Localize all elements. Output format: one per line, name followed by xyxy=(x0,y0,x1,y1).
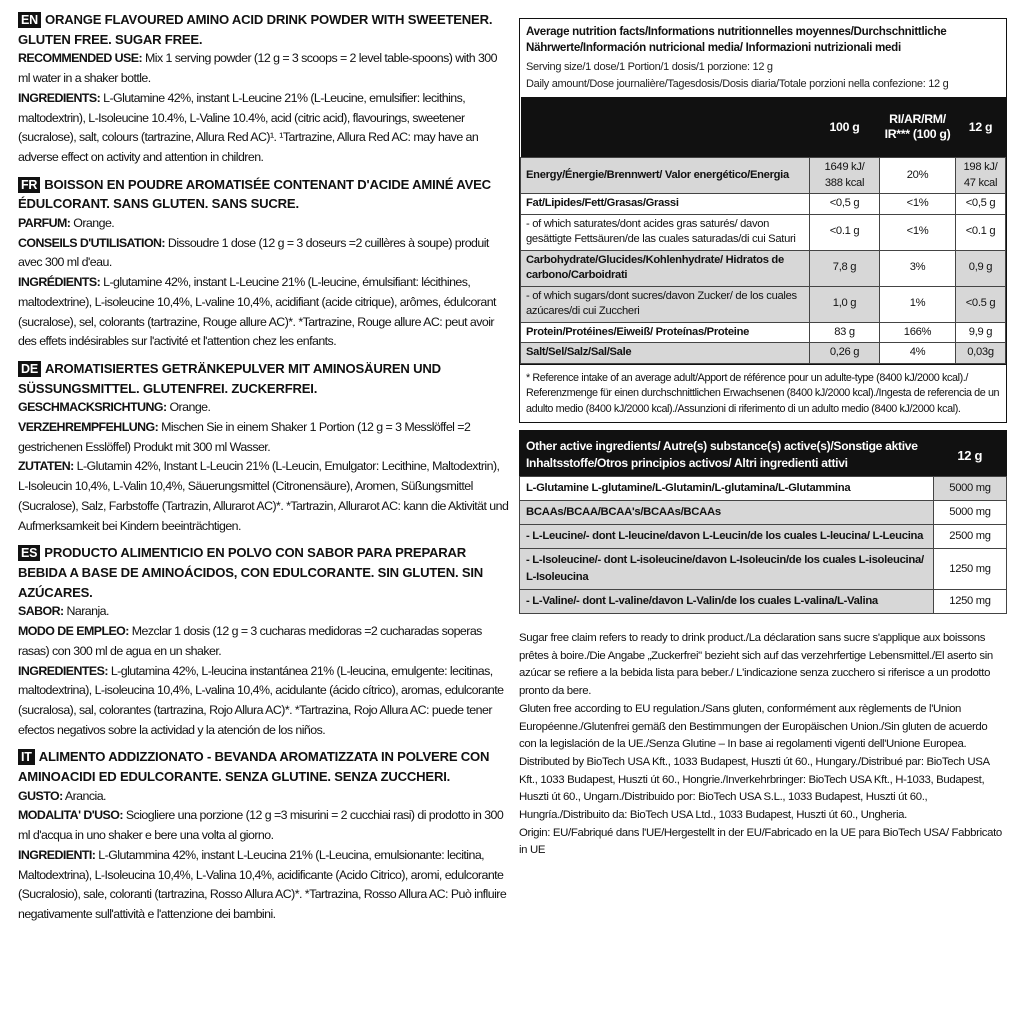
section-de xyxy=(18,359,510,536)
value-100g: 7,8 g xyxy=(810,250,880,286)
language-code-en: EN xyxy=(18,12,41,28)
nutrient-name: - of which sugars/dont sucres/davon Zucker/ de los cuales azúcares/di cui Zuccheri xyxy=(521,286,810,322)
other-active-ingredients-table xyxy=(519,430,1007,614)
sugar-free-claim: Sugar free claim refers to ready to drink product./La déclaration sans sucre s'applique aux boissons prêtes à boire./Die Angabe „Zuckerfrei" bezieht sich auf das verzehrfertige Lebensmittel./El aserto sin azúcar se refiere a la bebida lista para beber./ L'indicazione senza zucchero si riferisce a un prodotto pronto da bere. xyxy=(519,632,993,698)
value-ri: 4% xyxy=(880,343,956,364)
ingredient-amount: 5000 mg xyxy=(934,501,1007,525)
daily-amount: Daily amount/Dose journalière/Tagesdosis/Dosis diaria/Totale porzioni nella confezione: 12 g xyxy=(526,78,949,90)
section-es xyxy=(18,543,510,740)
ingredients-label-it: INGREDIENTI: xyxy=(18,847,96,862)
value-12g: <0,5 g xyxy=(956,194,1006,215)
other-ingredient-row xyxy=(520,590,1007,614)
language-code-es: ES xyxy=(18,545,40,561)
product-title-it: ALIMENTO ADDIZZIONATO - BEVANDA AROMATIZZATA IN POLVERE CON AMINOACIDI ED EDULCORANTE. SENZA GLUTINE. SENZA ZUCCHERI. xyxy=(18,749,490,785)
section-it xyxy=(18,747,510,924)
nutrition-row-fat xyxy=(521,194,1006,215)
nutrition-table xyxy=(520,97,1006,364)
value-100g: 0,26 g xyxy=(810,343,880,364)
value-100g: 1649 kJ/ 388 kcal xyxy=(810,158,880,194)
distributor-info: Distributed by BioTech USA Kft., 1033 Budapest, Huszti út 60., Hungary./Distribué par: BioTech USA Kft., 1033 Budapest, Huszti út 60., Hongrie./Inverkehrbringer: BioTech USA Kft., H-1033, Budapest, Huszti út 60., Ungarn./Distribuido por: BioTech USA S.L., 1033 Budapest, Huszti út 60., Hungría./Distribuito da: BioTech USA Ltd., 1033 Budapest, Huszti út 60., Ungheria. xyxy=(519,755,990,822)
product-title-fr: BOISSON EN POUDRE AROMATISÉE CONTENANT D'ACIDE AMINÉ AVEC ÉDULCORANT. SANS GLUTEN. SANS SUCRE. xyxy=(18,176,491,212)
nutrition-row-sugars xyxy=(521,286,1006,322)
flavor-label-it: GUSTO: xyxy=(18,788,63,803)
use-text-en: Mix 1 serving powder (12 g = 3 scoops = 2 level table-spoons) with 300 ml water in a shaker bottle. xyxy=(18,51,497,86)
use-text-fr: Dissoudre 1 dose (12 g = 3 doseurs =2 cuillères à soupe) produit avec 300 ml d'eau. xyxy=(18,235,489,270)
nutrition-facts-box xyxy=(519,18,1007,423)
nutrition-row-energy xyxy=(521,158,1006,194)
col-header-ri: RI/AR/RM/ IR*** (100 g) xyxy=(880,97,956,158)
ingredient-amount: 5000 mg xyxy=(934,477,1007,501)
use-label-it: MODALITA' D'USO: xyxy=(18,808,123,823)
value-ri: 166% xyxy=(880,322,956,343)
ingredients-label-en: INGREDIENTS: xyxy=(18,90,101,105)
use-text-de: Mischen Sie in einem Shaker 1 Portion (12 g = 3 Messlöffel =2 gestrichenen Esslöffel) Produkt mit 300 ml Wasser. xyxy=(18,420,471,454)
reference-intake-footnote: * Reference intake of an average adult/Apport de référence pour un adulte-type (8400 kJ/2000 kcal)./ Referenzmenge für einen durchschnittlichen Erwachsenen (8400 kJ/2000 kcal)./Ingesta de referencia de un adulto medio (8400 kJ/2000 kcal)./Assunzioni di riferimento di un adulto medio (8400 kJ/2000 kcal). xyxy=(520,364,1006,423)
nutrition-heading: Average nutrition facts/Informations nutritionnelles moyennes/Durchschnittliche Nährwerte/Información nutricional media/ Informazioni nutrizionali medi xyxy=(526,25,947,54)
ingredient-amount: 1250 mg xyxy=(934,590,1007,614)
ingredients-text-fr: L-glutamine 42%, instant L-Leucine 21% (L-leucine, émulsifiant: lécithines, maltodextrine), L-isoleucine 10,4%, L-valine 10,4%, acidifiant (acide citrique), arômes, édulcorant (sucralose), sel, colorants (tartrazine, Rouge allure AC)*. *Tartrazine, Rouge allure AC: peut avoir des effets indésirables sur l'activité et l'attention chez les enfants. xyxy=(18,275,496,349)
multilingual-label-text xyxy=(18,10,510,932)
origin-info: Origin: EU/Fabriqué dans l'UE/Hergestellt in der EU/Fabricado en la UE para BioTech USA/ Fabbricato in UE xyxy=(519,826,1002,857)
flavor-label-es: SABOR: xyxy=(18,604,64,619)
nutrition-row-protein xyxy=(521,322,1006,343)
use-label-fr: CONSEILS D'UTILISATION: xyxy=(18,235,166,250)
ingredient-amount: 1250 mg xyxy=(934,549,1007,590)
value-100g: 1,0 g xyxy=(810,286,880,322)
right-panel xyxy=(519,18,1007,860)
value-100g: 83 g xyxy=(810,322,880,343)
value-ri: <1% xyxy=(880,194,956,215)
nutrition-row-saturates xyxy=(521,214,1006,250)
ingredient-name: - L-Isoleucine/- dont L-isoleucine/davon L-Isoleucin/de los cuales L-isoleucina/ L-Isoleucina xyxy=(520,549,934,590)
col-header-12g: 12 g xyxy=(956,97,1006,158)
value-ri: 1% xyxy=(880,286,956,322)
legal-claims xyxy=(519,630,1007,860)
use-text-es: Mezclar 1 dosis (12 g = 3 cucharas medidoras =2 cucharadas soperas rasas) con 300 ml de agua en un shaker. xyxy=(18,624,482,658)
other-ingredient-row xyxy=(520,525,1007,549)
language-code-fr: FR xyxy=(18,177,40,193)
section-en xyxy=(18,10,510,168)
value-12g: 9,9 g xyxy=(956,322,1006,343)
section-fr xyxy=(18,175,510,352)
other-ingredient-row xyxy=(520,477,1007,501)
value-12g: 198 kJ/ 47 kcal xyxy=(956,158,1006,194)
other-ingredients-header-row xyxy=(520,431,1007,477)
nutrient-name: Salt/Sel/Salz/Sal/Sale xyxy=(521,343,810,364)
value-12g: <0.1 g xyxy=(956,214,1006,250)
ingredients-label-fr: INGRÉDIENTS: xyxy=(18,275,101,290)
nutrition-row-salt xyxy=(521,343,1006,364)
flavor-label-de: GESCHMACKSRICHTUNG: xyxy=(18,400,167,415)
ingredients-text-de: L-Glutamin 42%, Instant L-Leucin 21% (L-Leucin, Emulgator: Lecithine, Maltodextrin), L-Isoleucin 10,4%, L-Valin 10,4%, Säuerungsmittel (Citronensäure), Aromen, Süßungsmittel (Sucralose), Salz, Farbstoffe (Tartrazin, Allurarot AC)*. *Tartrazin, Allurarot AC: kann die Aktivität und Aufmerksamkeit bei Kindern beeinträchtigen. xyxy=(18,459,509,533)
language-code-it: IT xyxy=(18,749,35,765)
value-ri: 3% xyxy=(880,250,956,286)
nutrient-name: - of which saturates/dont acides gras saturés/ davon gesättigte Fettsäuren/de las cuales saturadas/di cui Saturi xyxy=(521,214,810,250)
other-ingredient-row xyxy=(520,501,1007,525)
other-ingredient-row xyxy=(520,549,1007,590)
ingredients-text-it: L-Glutammina 42%, instant L-Leucina 21% (L-Leucina, emulsionante: lecitina, Maltodextrina), L-Isoleucina 10,4%, L-Valina 10,4%, acidificante (Acido Citrico), aromi, edulcorante (Sucralosio), sale, coloranti (tartrazina, Rosso Allura AC)*. *Tartrazina, Rosso Allura AC: Può influire negativamente sull'attività e l'attenzione dei bambini. xyxy=(18,847,507,921)
use-label-de: VERZEHREMPFEHLUNG: xyxy=(18,420,159,435)
ingredients-label-de: ZUTATEN: xyxy=(18,459,74,474)
nutrient-name: Protein/Protéines/Eiweiß/ Proteínas/Proteine xyxy=(521,322,810,343)
nutrient-header-blank xyxy=(521,97,810,158)
flavor-text-es: Naranja. xyxy=(66,604,109,619)
flavor-text-it: Arancia. xyxy=(64,788,106,803)
use-label-es: MODO DE EMPLEO: xyxy=(18,624,129,639)
use-label-en: RECOMMENDED USE: xyxy=(18,51,143,66)
product-title-de: AROMATISIERTES GETRÄNKEPULVER MIT AMINOSÄUREN UND SÜSSUNGSMITTEL. GLUTENFREI. ZUCKERFREI. xyxy=(18,360,441,396)
value-100g: <0.1 g xyxy=(810,214,880,250)
serving-size: Serving size/1 dose/1 Portion/1 dosis/1 porzione: 12 g xyxy=(526,61,773,73)
ingredient-name: - L-Leucine/- dont L-leucine/davon L-Leucin/de los cuales L-leucina/ L-Leucina xyxy=(520,525,934,549)
ingredients-text-en: L-Glutamine 42%, instant L-Leucine 21% (L-Leucine, emulsifier: lecithins, maltodextrin), L-Isoleucine 10.4%, L-Valine 10.4%, acid (citric acid), flavourings, sweetener (sucralose), salt, colours (tartrazine, Allura Red AC)¹. ¹Tartrazine, Allura Red AC: may have an adverse effect on activity and attention in children. xyxy=(18,90,479,164)
nutrient-name: Carbohydrate/Glucides/Kohlenhydrate/ Hidratos de carbono/Carboidrati xyxy=(521,250,810,286)
value-100g: <0,5 g xyxy=(810,194,880,215)
product-title-en: ORANGE FLAVOURED AMINO ACID DRINK POWDER WITH SWEETENER. GLUTEN FREE. SUGAR FREE. xyxy=(18,12,493,47)
value-12g: 0,9 g xyxy=(956,250,1006,286)
nutrition-row-carbohydrate xyxy=(521,250,1006,286)
value-ri: 20% xyxy=(880,158,956,194)
flavor-text-fr: Orange. xyxy=(73,216,115,231)
col-header-100g: 100 g xyxy=(810,97,880,158)
use-text-it: Sciogliere una porzione (12 g =3 misurini = 2 cucchiai rasi) di prodotto in 300 ml d'acqua in uno shaker e bere una volta al giorno. xyxy=(18,808,504,843)
ingredients-label-es: INGREDIENTES: xyxy=(18,663,108,678)
value-ri: <1% xyxy=(880,214,956,250)
flavor-label-fr: PARFUM: xyxy=(18,216,71,231)
ingredient-name: L-Glutamine L-glutamine/L-Glutamin/L-glutamina/L-Glutammina xyxy=(520,477,934,501)
ingredient-name: - L-Valine/- dont L-valine/davon L-Valin/de los cuales L-valina/L-Valina xyxy=(520,590,934,614)
ingredients-text-es: L-glutamina 42%, L-leucina instantánea 21% (L-leucina, emulgente: lecitinas, maltodextrina), L-isoleucina 10,4%, L-valina 10,4%, acidulante (ácido cítrico), aromas, edulcorante (sucralosa), sal, colorantes (tartrazina, Rojo Allura AC)*. *Tartrazina, Rojo Allura AC: puede tener efectos negativos sobre la actividad y la atención de los niños. xyxy=(18,663,504,737)
ingredient-name: BCAAs/BCAA/BCAA's/BCAAs/BCAAs xyxy=(520,501,934,525)
language-code-de: DE xyxy=(18,361,41,377)
other-ingredients-heading: Other active ingredients/ Autre(s) substance(s) active(s)/Sonstige aktive Inhaltsstoffe/Otros principios activos/ Altri ingredienti attivi xyxy=(520,431,934,477)
nutrient-name: Energy/Énergie/Brennwert/ Valor energético/Energia xyxy=(521,158,810,194)
ingredient-amount: 2500 mg xyxy=(934,525,1007,549)
value-12g: 0,03g xyxy=(956,343,1006,364)
other-ingredients-amount-header: 12 g xyxy=(934,431,1007,477)
flavor-text-de: Orange. xyxy=(169,400,211,415)
product-title-es: PRODUCTO ALIMENTICIO EN POLVO CON SABOR PARA PREPARAR BEBIDA A BASE DE AMINOÁCIDOS, CON EDULCORANTE. SIN GLUTEN. SIN AZÚCARES. xyxy=(18,545,484,600)
value-12g: <0.5 g xyxy=(956,286,1006,322)
nutrition-header-row xyxy=(521,97,1006,158)
nutrient-name: Fat/Lipides/Fett/Grasas/Grassi xyxy=(521,194,810,215)
gluten-free-claim: Gluten free according to EU regulation./Sans gluten, conformément aux règlements de l'Union Européenne./Glutenfrei gemäß den Bestimmungen der Europäischen Union./Sin gluten de acuerdo con la legislación de la UE./Senza Glutine – In base ai regolamenti vigenti dell'Unione Europea. xyxy=(519,702,988,751)
